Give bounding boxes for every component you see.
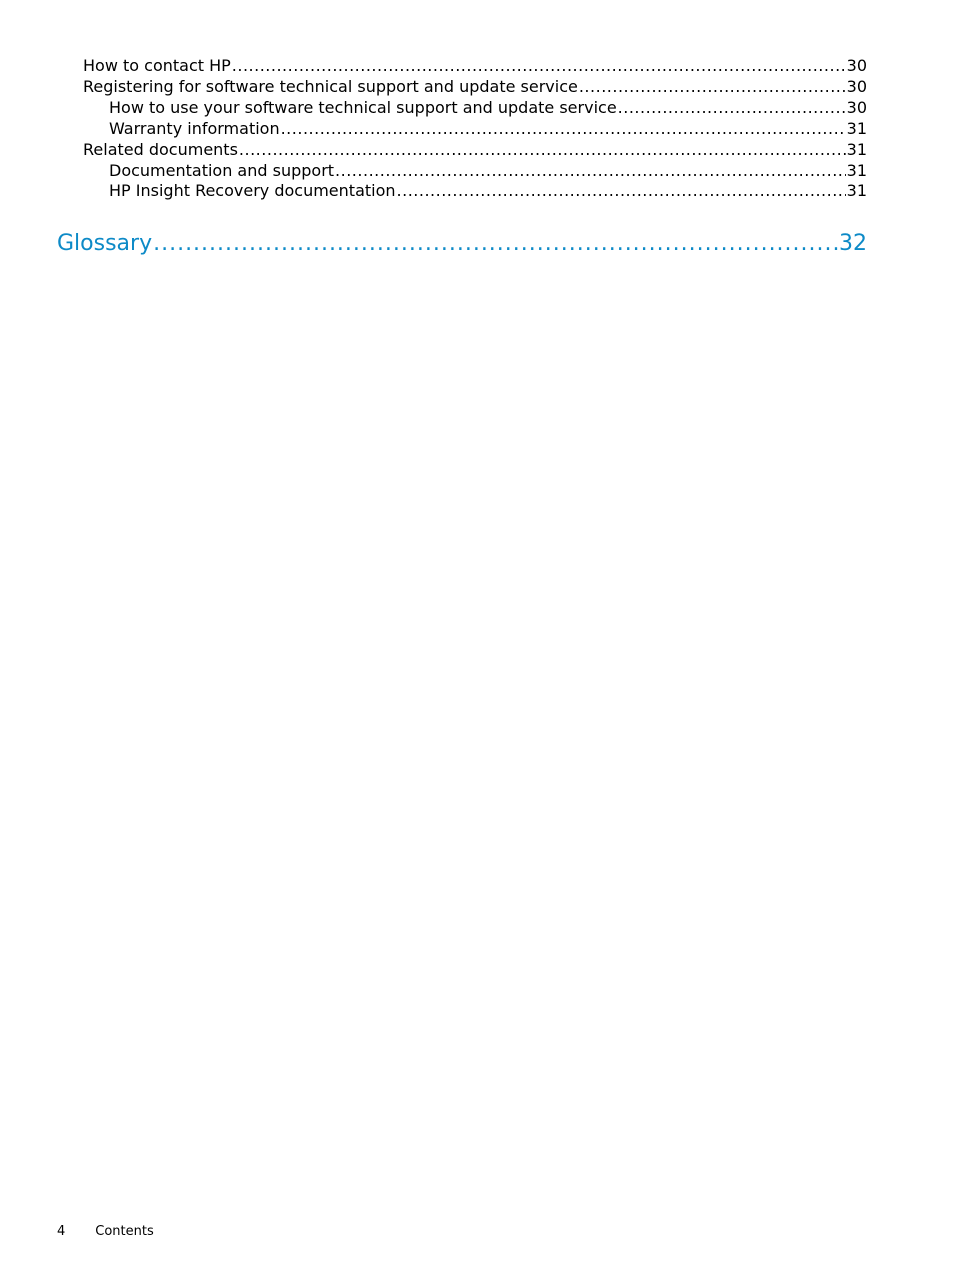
toc-entry-page: 31 — [846, 161, 867, 180]
toc-dot-leader — [579, 77, 846, 97]
toc-entry-title: How to contact HP — [83, 56, 231, 75]
toc-entry-title: HP Insight Recovery documentation — [109, 181, 396, 200]
toc-entry-insight-recovery-docs[interactable] — [109, 181, 867, 201]
toc-entry-page: 30 — [846, 98, 867, 117]
page-footer — [57, 1223, 154, 1241]
toc-chapter-title: Glossary — [57, 231, 153, 256]
toc-entry-how-to-use-support[interactable] — [109, 98, 867, 118]
toc-entry-page: 31 — [846, 140, 867, 159]
toc-entry-warranty-information[interactable] — [109, 119, 867, 139]
toc-dot-leader — [397, 181, 846, 201]
toc-dot-leader — [281, 119, 846, 139]
toc-entry-related-documents[interactable] — [83, 140, 867, 160]
toc-entry-registering-support[interactable] — [83, 77, 867, 97]
footer-section-name: Contents — [95, 1224, 154, 1239]
toc-dot-leader — [153, 230, 838, 258]
toc-entry-title: How to use your software technical support and update service — [109, 98, 617, 117]
toc-dot-leader — [618, 98, 846, 118]
toc-entry-title: Documentation and support — [109, 161, 335, 180]
footer-page-number: 4 — [57, 1224, 66, 1239]
toc-entry-title: Related documents — [83, 140, 238, 159]
toc-chapter-page: 32 — [839, 231, 867, 256]
toc-entry-page: 30 — [846, 77, 867, 96]
toc-entry-page: 31 — [846, 119, 867, 138]
toc-entry-how-to-contact-hp[interactable] — [83, 56, 867, 76]
toc-dot-leader — [335, 161, 846, 181]
toc-dot-leader — [232, 56, 846, 76]
toc-chapter-glossary[interactable] — [57, 230, 867, 258]
toc-entry-page: 30 — [846, 56, 867, 75]
toc-entry-title: Warranty information — [109, 119, 280, 138]
toc-entry-title: Registering for software technical support and update service — [83, 77, 578, 96]
toc-dot-leader — [239, 140, 846, 160]
toc-entry-documentation-and-support[interactable] — [109, 161, 867, 181]
toc-entry-page: 31 — [846, 181, 867, 200]
